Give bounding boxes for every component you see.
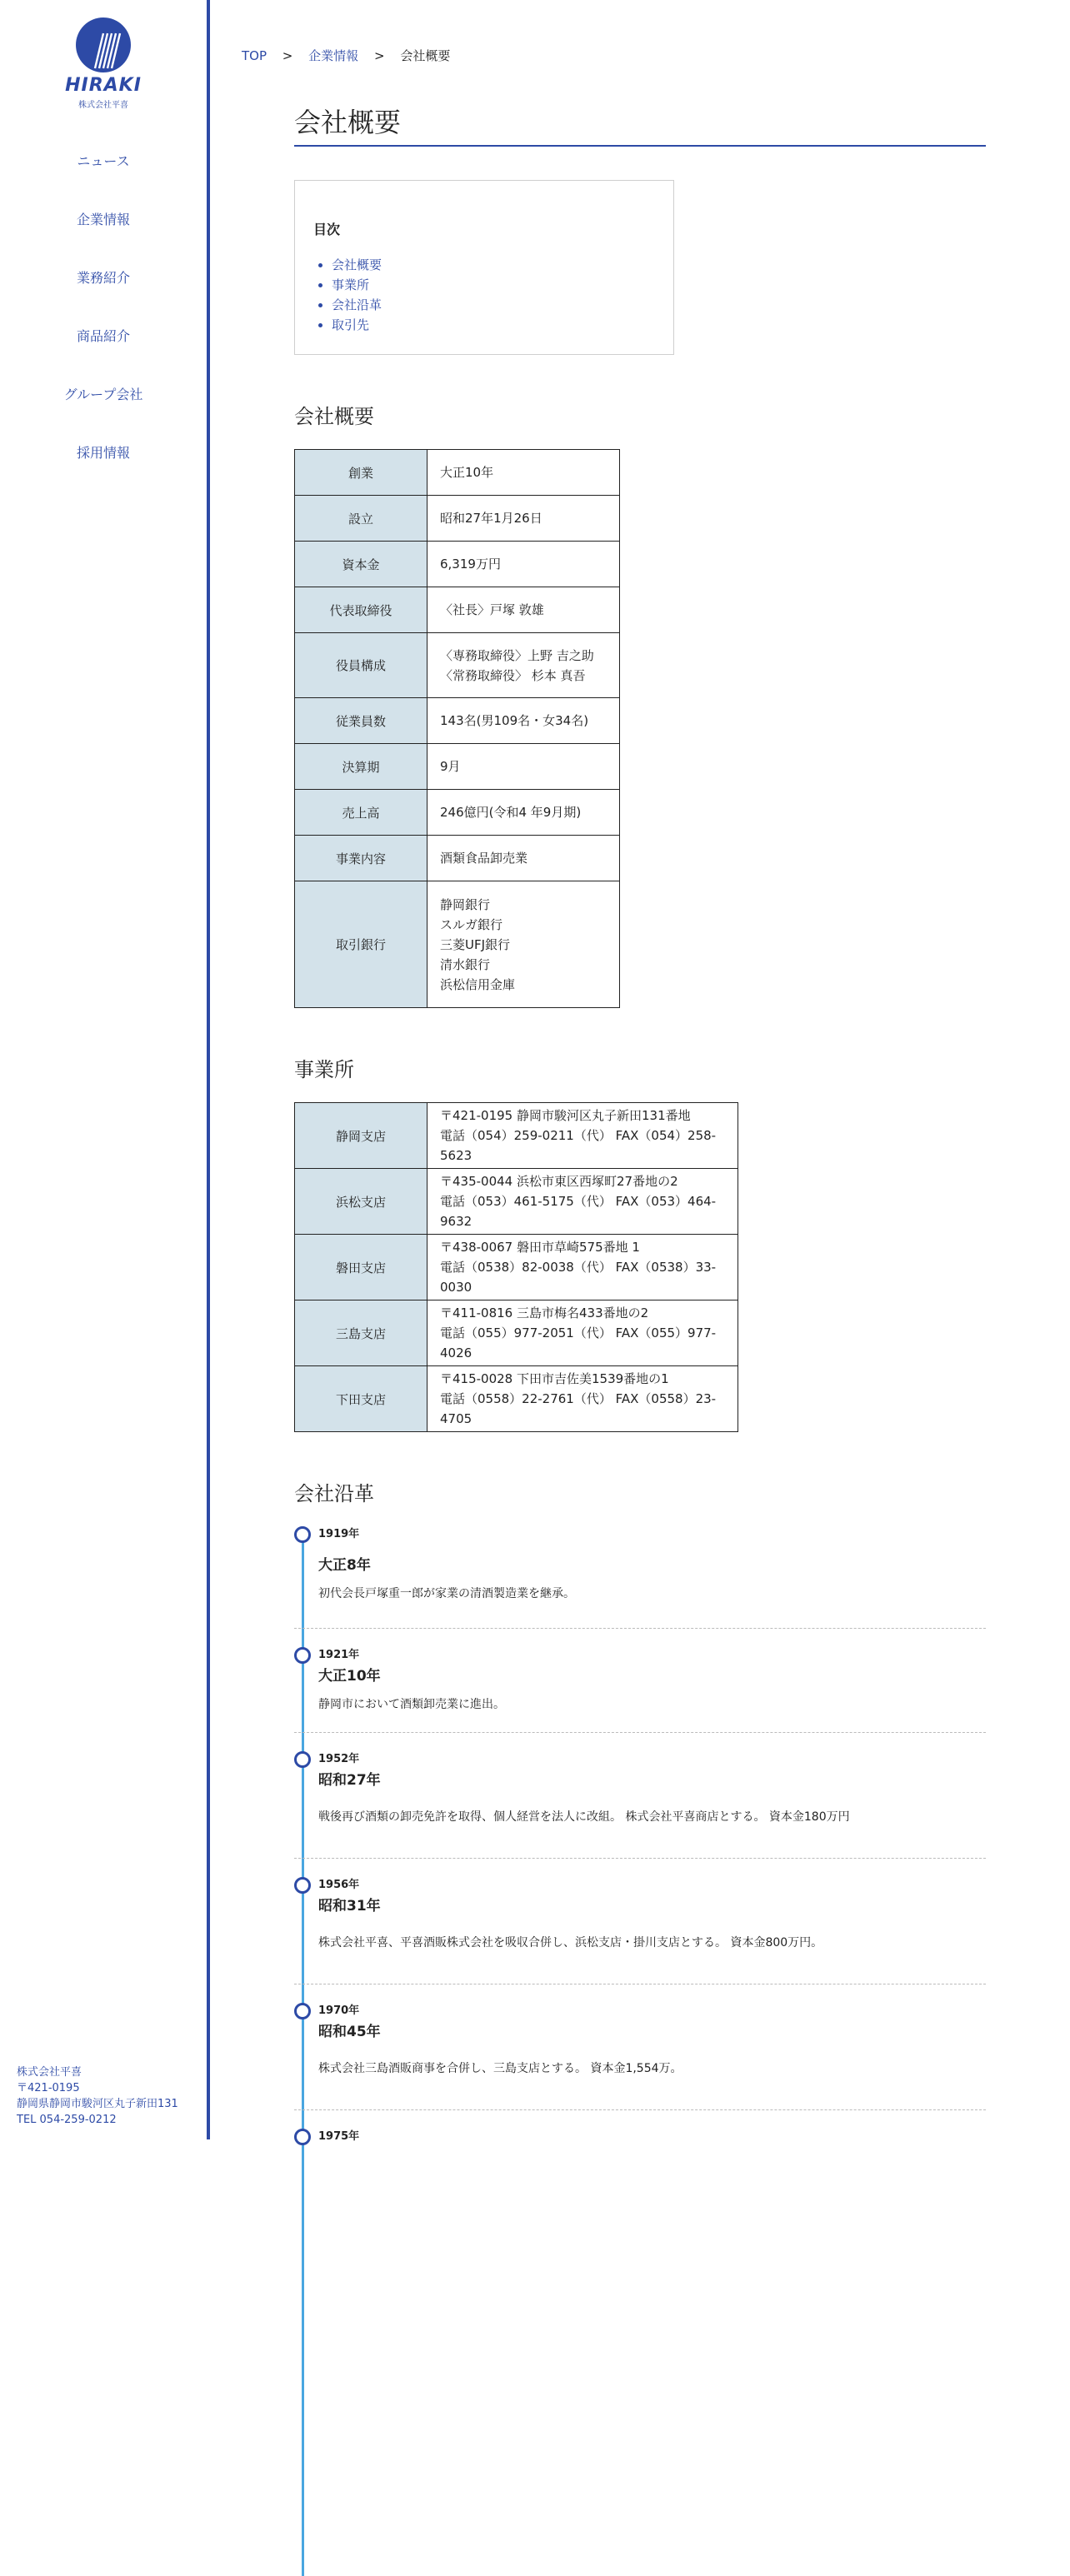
timeline-year: 1970年 [318,2004,360,2017]
timeline-item [294,1877,986,1984]
timeline-text: 株式会社平喜、平喜酒販株式会社を吸収合併し、浜松支店・掛川支店とする。 資本金800万円。 [318,1936,823,1949]
row-label: 設立 [295,496,428,542]
table-row [295,1103,738,1169]
row-value-line: 酒類食品卸売業 [440,851,528,866]
table-row [295,881,620,1008]
timeline-dot-icon [294,1877,311,1894]
page-title: 会社概要 [294,102,986,147]
row-label: 代表取締役 [295,587,428,633]
breadcrumb-separator: > [282,48,293,63]
logo-company-name: 株式会社平喜 [78,101,128,110]
table-row [295,633,620,698]
breadcrumb-separator: > [373,48,385,63]
table-row [295,698,620,744]
timeline-year: 1956年 [318,1879,360,1891]
timeline-era: 大正8年 [318,1557,371,1574]
row-value-line: 〒438-0067 磐田市草崎575番地 1 [440,1240,640,1255]
row-value-line: 電話（055）977-2051（代） FAX（055）977-4026 [440,1325,717,1360]
breadcrumb-company[interactable]: 企業情報 [308,48,359,63]
footer-zip: 〒421-0195 [17,2082,80,2094]
nav-item-group[interactable]: グループ会社 [63,387,143,402]
sidebar [0,0,210,2139]
row-value-line: 〒435-0044 浜松市東区西塚町27番地の2 [440,1174,678,1189]
timeline-text: 戦後再び酒類の卸売免許を取得、個人経営を法人に改組。 株式会社平喜商店とする。 資本金180万円 [318,1810,850,1824]
row-label: 事業内容 [295,836,428,881]
row-label: 資本金 [295,542,428,587]
timeline-dot-icon [294,2129,311,2145]
row-label: 役員構成 [295,633,428,698]
table-row [295,496,620,542]
row-value-line: 〈社長〉戸塚 敦雄 [440,602,544,617]
timeline-year: 1919年 [318,1528,360,1540]
history-timeline [294,1526,986,2162]
table-row [295,744,620,790]
nav-item-company[interactable]: 企業情報 [76,212,130,227]
table-row [295,790,620,836]
timeline-era: 昭和27年 [318,1772,381,1789]
timeline-year: 1952年 [318,1753,360,1765]
timeline-item [294,1526,986,1629]
row-value-line: 〒415-0028 下田市吉佐美1539番地の1 [440,1371,669,1386]
row-value-line: 〈常務取締役〉 杉本 真吾 [440,667,586,683]
row-label: 静岡支店 [295,1103,428,1169]
toc-item-clients[interactable]: • 取引先 [332,315,655,335]
sidebar-footer [17,2064,178,2128]
table-row [295,1366,738,1432]
row-value [428,450,620,496]
row-value-line: 6,319万円 [440,557,501,572]
history-heading: 会社沿革 [294,1482,374,1505]
breadcrumb-current: 会社概要 [400,48,451,63]
toc-item-history[interactable]: • 会社沿革 [332,295,655,315]
timeline-dot-icon [294,1526,311,1543]
toc-heading: 目次 [313,222,341,237]
timeline-text: 初代会長戸塚重一郎が家業の清酒製造業を継承。 [318,1587,575,1600]
timeline-dot-icon [294,1647,311,1664]
timeline-item [294,2003,986,2110]
table-row [295,542,620,587]
row-label: 浜松支店 [295,1169,428,1235]
row-value-line: 昭和27年1月26日 [440,511,542,526]
row-value [428,744,620,790]
row-value [428,1300,738,1366]
row-value [428,1235,738,1300]
timeline-year: 1975年 [318,2130,360,2143]
row-value [428,587,620,633]
timeline-era: 昭和45年 [318,2024,381,2040]
row-value-line: 〒411-0816 三島市梅名433番地の2 [440,1305,649,1320]
timeline-text: 静岡市において酒類卸売業に進出。 [318,1698,505,1711]
table-row [295,1169,738,1235]
main-content [294,92,986,2180]
offices-heading: 事業所 [294,1058,354,1081]
timeline-item [294,1647,986,1733]
table-row [295,1235,738,1300]
timeline-year: 1921年 [318,1649,360,1661]
row-value [428,542,620,587]
row-label: 従業員数 [295,698,428,744]
table-row [295,587,620,633]
row-value-line: 電話（0558）22-2761（代） FAX（0558）23-4705 [440,1391,717,1426]
nav-item-products[interactable]: 商品紹介 [76,328,130,344]
row-label: 下田支店 [295,1366,428,1432]
logo-word: HIRAKI [65,75,142,96]
row-value-line: 電話（054）259-0211（代） FAX（054）258-5623 [440,1128,717,1163]
row-value [428,633,620,698]
timeline-era: 昭和31年 [318,1898,381,1915]
nav-item-business[interactable]: 業務紹介 [76,270,130,286]
row-value [428,1366,738,1432]
footer-address: 静岡県静岡市駿河区丸子新田131 [17,2098,178,2110]
row-value-line: 電話（053）461-5175（代） FAX（053）464-9632 [440,1194,717,1229]
row-value-line: 電話（0538）82-0038（代） FAX（0538）33-0030 [440,1260,717,1295]
timeline-dot-icon [294,2003,311,2019]
row-value-line: 〒421-0195 静岡市駿河区丸子新田131番地 [440,1108,691,1123]
row-value-line: 9月 [440,759,461,774]
row-value-line: 〈専務取締役〉上野 吉之助 [440,647,594,663]
overview-heading: 会社概要 [294,405,374,428]
table-of-contents [294,180,674,355]
row-value [428,1169,738,1235]
nav-item-news[interactable]: ニュース [77,153,130,169]
table-row [295,836,620,881]
toc-item-offices[interactable]: • 事業所 [332,275,655,295]
breadcrumb [242,47,450,64]
toc-list [313,255,655,335]
timeline-item [294,1751,986,1859]
row-label: 決算期 [295,744,428,790]
row-value-line: 143名(男109名・女34名) [440,713,589,728]
breadcrumb-top[interactable]: TOP [242,48,268,63]
row-value-line: 清水銀行 [440,956,491,972]
offices-table [294,1102,738,1432]
row-label: 売上高 [295,790,428,836]
timeline-era: 大正10年 [318,1668,381,1685]
toc-item-overview[interactable]: • 会社概要 [332,255,655,275]
row-value [428,496,620,542]
row-value-line: 浜松信用金庫 [440,976,516,992]
row-value [428,881,620,1008]
row-label: 取引銀行 [295,881,428,1008]
footer-company: 株式会社平喜 [17,2066,82,2079]
row-value [428,1103,738,1169]
logo[interactable] [62,17,145,110]
row-value-line: 246億円(令和4 年9月期) [440,805,582,820]
timeline-text: 株式会社三島酒販商事を合併し、三島支店とする。 資本金1,554万。 [318,2062,682,2075]
logo-mark-icon [70,17,137,73]
row-label: 三島支店 [295,1300,428,1366]
overview-table [294,449,620,1008]
row-value-line: 三菱UFJ銀行 [440,936,511,952]
row-label: 磐田支店 [295,1235,428,1300]
row-value [428,836,620,881]
nav-item-recruit[interactable]: 採用情報 [76,445,130,461]
row-value [428,790,620,836]
main-nav [0,142,207,492]
timeline-item [294,2129,986,2162]
row-value-line: 大正10年 [440,465,494,480]
table-row [295,1300,738,1366]
row-value-line: スルガ銀行 [440,916,503,932]
row-value [428,698,620,744]
footer-tel: TEL 054-259-0212 [17,2114,117,2126]
timeline-dot-icon [294,1751,311,1768]
table-row [295,450,620,496]
row-label: 創業 [295,450,428,496]
row-value-line: 静岡銀行 [440,896,491,912]
